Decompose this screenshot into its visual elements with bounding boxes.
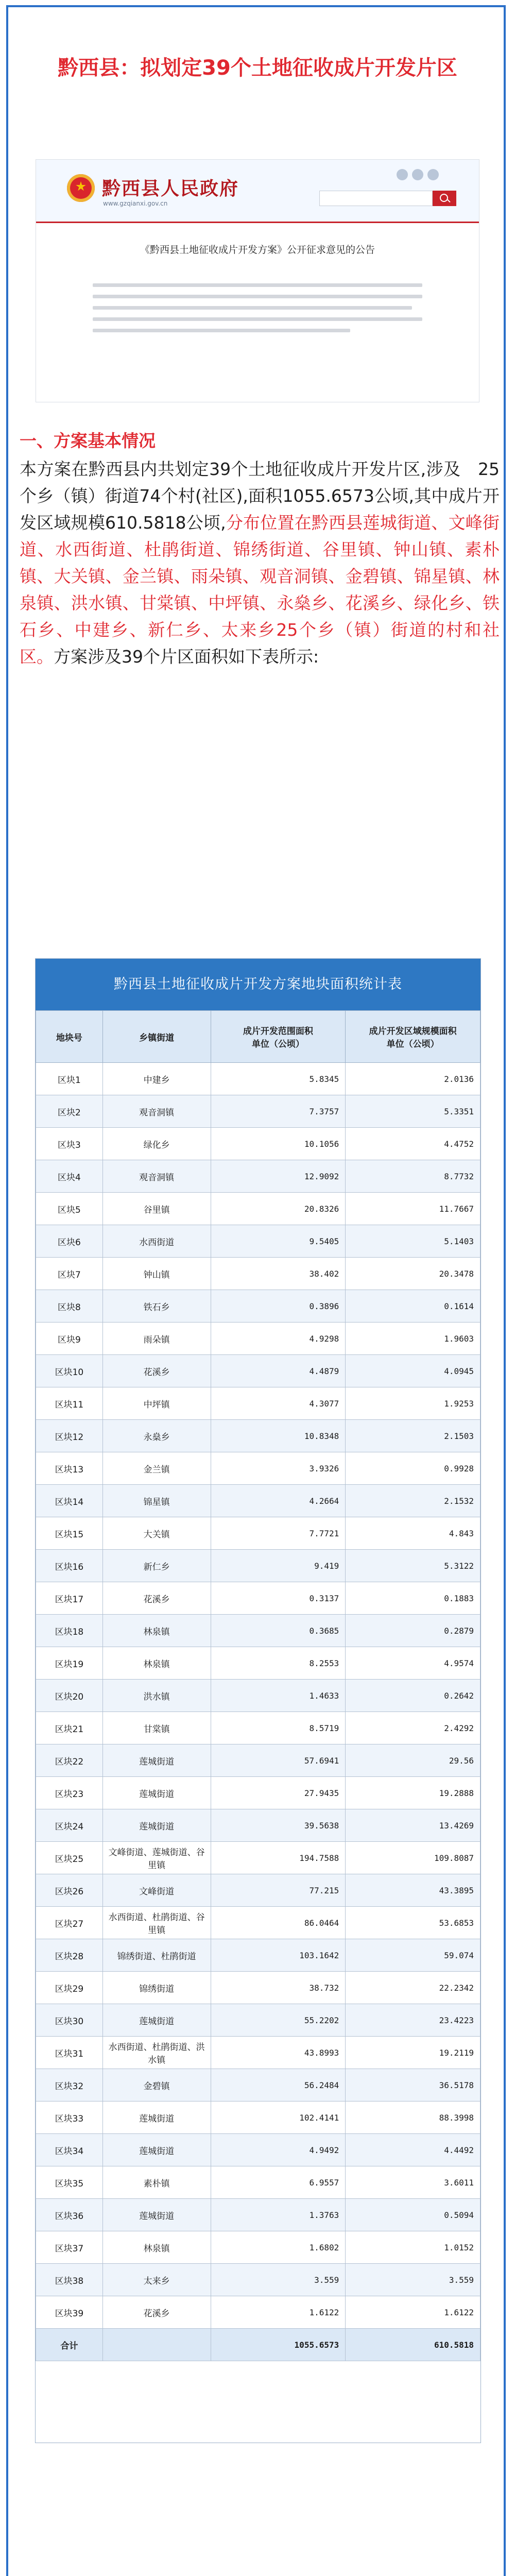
gov-site-name: 黔西县人民政府 [102, 178, 239, 199]
table-cell: 0.1614 [346, 1290, 480, 1323]
table-cell: 0.5094 [346, 2199, 480, 2231]
table-row [36, 2166, 480, 2199]
table-cell: 1.9253 [346, 1387, 480, 1420]
table-row [36, 1647, 480, 1680]
table-header-cell: 地块号 [36, 1011, 103, 1063]
table-cell: 2.4292 [346, 1712, 480, 1744]
table-row [36, 1063, 480, 1095]
table-cell: 区块30 [36, 2004, 103, 2037]
toolbar-icon[interactable] [412, 169, 423, 180]
table-cell: 0.3896 [211, 1290, 346, 1323]
table-cell: 莲城街道 [102, 1744, 211, 1777]
table-cell: 5.8345 [211, 1063, 346, 1095]
table-row [36, 2134, 480, 2166]
table-cell: 区块1 [36, 1063, 103, 1095]
table-cell: 区块18 [36, 1615, 103, 1647]
table-cell: 0.1883 [346, 1582, 480, 1615]
table-cell: 1.6122 [346, 2296, 480, 2329]
table-cell: 锦绣街道 [102, 1972, 211, 2004]
table-cell: 区块15 [36, 1517, 103, 1550]
gov-site-url: www.gzqianxi.gov.cn [103, 200, 168, 207]
table-cell: 区块33 [36, 2102, 103, 2134]
table-cell: 1.6802 [211, 2231, 346, 2264]
table-cell: 1.6122 [211, 2296, 346, 2329]
notice-text-line [93, 283, 422, 287]
table-cell: 中坪镇 [102, 1387, 211, 1420]
table-cell: 11.7667 [346, 1193, 480, 1225]
table-cell: 文峰街道 [102, 1874, 211, 1907]
table-row [36, 1355, 480, 1387]
table-cell: 5.3122 [346, 1550, 480, 1582]
table-cell: 59.074 [346, 1939, 480, 1972]
table-cell: 区块7 [36, 1258, 103, 1290]
table-cell: 4.9298 [211, 1323, 346, 1355]
table-cell: 43.8993 [211, 2037, 346, 2069]
area-statistics-table [35, 958, 481, 2443]
table-cell: 林泉镇 [102, 2231, 211, 2264]
table-cell: 57.6941 [211, 1744, 346, 1777]
table-cell: 4.9492 [211, 2134, 346, 2166]
table-cell: 55.2202 [211, 2004, 346, 2037]
table-cell: 区块13 [36, 1452, 103, 1485]
table-cell: 水西街道、杜鹃街道、谷里镇 [102, 1907, 211, 1939]
table-cell: 9.419 [211, 1550, 346, 1582]
table-cell: 102.4141 [211, 2102, 346, 2134]
section-heading-1: 一、方案基本情况 [20, 431, 156, 451]
table-cell: 4.0945 [346, 1355, 480, 1387]
table-row [36, 1907, 480, 1939]
table-cell: 水西街道 [102, 1225, 211, 1258]
table-cell: 区块27 [36, 1907, 103, 1939]
table-cell: 金碧镇 [102, 2069, 211, 2102]
table-cell: 38.402 [211, 1258, 346, 1290]
table-cell: 太来乡 [102, 2264, 211, 2296]
table-cell: 林泉镇 [102, 1647, 211, 1680]
table-cell: 19.2888 [346, 1777, 480, 1809]
table-cell: 谷里镇 [102, 1193, 211, 1225]
table-cell: 2.0136 [346, 1063, 480, 1095]
table-cell: 109.8087 [346, 1842, 480, 1874]
table-cell: 区块21 [36, 1712, 103, 1744]
table-row [36, 2231, 480, 2264]
table-cell: 观音洞镇 [102, 1160, 211, 1193]
table-cell: 区块26 [36, 1874, 103, 1907]
table-cell: 0.2879 [346, 1615, 480, 1647]
table-cell: 4.843 [346, 1517, 480, 1550]
table-cell: 大关镇 [102, 1517, 211, 1550]
table-cell: 103.1642 [211, 1939, 346, 1972]
table-row [36, 1712, 480, 1744]
table-header-cell: 成片开发区域规模面积 单位（公顷） [346, 1011, 480, 1063]
table-cell: 3.559 [211, 2264, 346, 2296]
table-cell: 3.9326 [211, 1452, 346, 1485]
table-cell: 莲城街道 [102, 2102, 211, 2134]
table-cell: 绿化乡 [102, 1128, 211, 1160]
table-cell: 3.559 [346, 2264, 480, 2296]
table-total-row [36, 2329, 480, 2361]
table-row [36, 1323, 480, 1355]
table-cell: 10.1056 [211, 1128, 346, 1160]
table-cell: 4.3077 [211, 1387, 346, 1420]
table-cell: 区块38 [36, 2264, 103, 2296]
table-cell: 中建乡 [102, 1063, 211, 1095]
table-cell: 金兰镇 [102, 1452, 211, 1485]
table-cell: 8.7732 [346, 1160, 480, 1193]
table-cell: 区块22 [36, 1744, 103, 1777]
table-title: 黔西县土地征收成片开发方案地块面积统计表 [36, 959, 480, 1010]
table-cell: 2.1532 [346, 1485, 480, 1517]
notice-text-line [93, 329, 350, 332]
toolbar-icon[interactable] [427, 169, 439, 180]
table-cell: 13.4269 [346, 1809, 480, 1842]
paragraph-text: 本方案在黔西县内共划定39个土地征收成片开发片区,涉及 25个乡（镇）街道74个村(社区),面积1055.6573公顷,其中成片开发区域规模610.5818公顷, [20, 459, 500, 533]
table-cell: 水西街道、杜鹃街道、洪水镇 [102, 2037, 211, 2069]
table-cell: 花溪乡 [102, 1582, 211, 1615]
table-cell: 锦星镇 [102, 1485, 211, 1517]
table-cell: 29.56 [346, 1744, 480, 1777]
table-row [36, 1160, 480, 1193]
table-cell: 区块2 [36, 1095, 103, 1128]
table-cell: 43.3895 [346, 1874, 480, 1907]
table-cell: 区块16 [36, 1550, 103, 1582]
table-cell: 23.4223 [346, 2004, 480, 2037]
table-cell: 7.3757 [211, 1095, 346, 1128]
gov-site-header [36, 160, 479, 223]
table-cell: 区块34 [36, 2134, 103, 2166]
table-cell: 4.4752 [346, 1128, 480, 1160]
table-cell: 12.9092 [211, 1160, 346, 1193]
table-cell: 莲城街道 [102, 2199, 211, 2231]
table-row [36, 1095, 480, 1128]
table-cell: 林泉镇 [102, 1615, 211, 1647]
table-cell: 10.8348 [211, 1420, 346, 1452]
table-row [36, 1420, 480, 1452]
table-row [36, 2199, 480, 2231]
table-row [36, 2004, 480, 2037]
table-cell: 锦绣街道、杜鹃街道 [102, 1939, 211, 1972]
table-row [36, 1128, 480, 1160]
table-cell: 86.0464 [211, 1907, 346, 1939]
table-cell: 39.5638 [211, 1809, 346, 1842]
table-cell: 区块6 [36, 1225, 103, 1258]
table-row [36, 1452, 480, 1485]
table-cell: 铁石乡 [102, 1290, 211, 1323]
table-cell: 区块14 [36, 1485, 103, 1517]
table-cell: 花溪乡 [102, 2296, 211, 2329]
table-cell: 9.5405 [211, 1225, 346, 1258]
table-cell: 永燊乡 [102, 1420, 211, 1452]
table-cell: 88.3998 [346, 2102, 480, 2134]
table-cell: 新仁乡 [102, 1550, 211, 1582]
table-cell: 27.9435 [211, 1777, 346, 1809]
table-row [36, 1972, 480, 2004]
table-cell: 8.5719 [211, 1712, 346, 1744]
table-cell: 区块36 [36, 2199, 103, 2231]
table-cell: 区块5 [36, 1193, 103, 1225]
table-cell: 22.2342 [346, 1972, 480, 2004]
table-cell: 区块37 [36, 2231, 103, 2264]
table-cell: 洪水镇 [102, 1680, 211, 1712]
table-cell: 8.2553 [211, 1647, 346, 1680]
table-cell: 合计 [36, 2329, 103, 2361]
table-cell: 4.2664 [211, 1485, 346, 1517]
table-cell: 区块10 [36, 1355, 103, 1387]
table-row [36, 1680, 480, 1712]
table-cell: 56.2484 [211, 2069, 346, 2102]
table-cell: 0.3685 [211, 1615, 346, 1647]
table-row [36, 1387, 480, 1420]
table-cell: 19.2119 [346, 2037, 480, 2069]
table-cell: 观音洞镇 [102, 1095, 211, 1128]
paragraph-text: 方案涉及39个片区面积如下表所示: [54, 647, 319, 667]
table-cell: 钟山镇 [102, 1258, 211, 1290]
table-cell: 5.3351 [346, 1095, 480, 1128]
table-row [36, 1939, 480, 1972]
table-cell: 4.4492 [346, 2134, 480, 2166]
table-cell: 1055.6573 [211, 2329, 346, 2361]
table-row [36, 1517, 480, 1550]
table-cell: 区块12 [36, 1420, 103, 1452]
notice-text-line [93, 317, 422, 321]
table-cell: 1.4633 [211, 1680, 346, 1712]
article-title: 黔西县：拟划定39个土地征收成片开发片区 [58, 56, 457, 80]
table-cell: 6.9557 [211, 2166, 346, 2199]
table-header-row [36, 1011, 480, 1063]
table-cell: 20.8326 [211, 1193, 346, 1225]
table-cell: 36.5178 [346, 2069, 480, 2102]
table-cell: 区块4 [36, 1160, 103, 1193]
table-cell: 区块17 [36, 1582, 103, 1615]
table-cell: 花溪乡 [102, 1355, 211, 1387]
table-cell: 区块24 [36, 1809, 103, 1842]
notice-title: 《黔西县土地征收成片开发方案》公开征求意见的公告 [140, 244, 375, 256]
table-cell: 38.732 [211, 1972, 346, 2004]
table-cell: 7.7721 [211, 1517, 346, 1550]
table-cell: 区块32 [36, 2069, 103, 2102]
table-cell: 莲城街道 [102, 1809, 211, 1842]
table-cell: 莲城街道 [102, 1777, 211, 1809]
search-icon[interactable] [433, 191, 456, 206]
table-cell: 4.9574 [346, 1647, 480, 1680]
table-cell: 区块28 [36, 1939, 103, 1972]
national-emblem-icon [67, 174, 95, 202]
table-cell: 区块20 [36, 1680, 103, 1712]
table-cell: 区块23 [36, 1777, 103, 1809]
table-cell: 5.1403 [346, 1225, 480, 1258]
table-cell: 区块25 [36, 1842, 103, 1874]
gov-search-input[interactable] [319, 191, 433, 206]
notice-text-line [93, 295, 422, 298]
table-header-cell: 乡镇街道 [102, 1011, 211, 1063]
table-cell: 0.2642 [346, 1680, 480, 1712]
table-cell: 区块31 [36, 2037, 103, 2069]
table-row [36, 1485, 480, 1517]
table-cell: 3.6011 [346, 2166, 480, 2199]
table-row [36, 1744, 480, 1777]
table-cell: 1.9603 [346, 1323, 480, 1355]
table-cell: 区块19 [36, 1647, 103, 1680]
table-row [36, 2037, 480, 2069]
table-cell: 4.4879 [211, 1355, 346, 1387]
table-cell: 0.9928 [346, 1452, 480, 1485]
table-row [36, 1550, 480, 1582]
table-cell: 53.6853 [346, 1907, 480, 1939]
section-1-paragraph [20, 456, 500, 670]
table-cell: 区块29 [36, 1972, 103, 2004]
table-row [36, 1874, 480, 1907]
table-cell: 20.3478 [346, 1258, 480, 1290]
paragraph-highlight: 分布位置在黔西县莲城街道、文峰街道、水西街道、杜鹃街道、锦绣街道、谷里镇、钟山镇、素朴镇、大关镇、金兰镇、雨朵镇、观音洞镇、金碧镇、锦星镇、林泉镇、洪水镇、甘棠镇、中坪镇、永燊乡、花溪乡、绿化乡、铁石乡、中建乡、新仁乡、太来乡25个乡（镇）街道的村和社区。 [20, 513, 500, 667]
table-cell: 194.7588 [211, 1842, 346, 1874]
table-cell [102, 2329, 211, 2361]
table-row [36, 1777, 480, 1809]
table-cell: 甘棠镇 [102, 1712, 211, 1744]
table-row [36, 1193, 480, 1225]
table-row [36, 1225, 480, 1258]
table-row [36, 2069, 480, 2102]
table-row [36, 1615, 480, 1647]
table-row [36, 1258, 480, 1290]
table-cell: 雨朵镇 [102, 1323, 211, 1355]
notice-text-line [93, 306, 412, 310]
table-cell: 区块35 [36, 2166, 103, 2199]
table-row [36, 2296, 480, 2329]
table-cell: 1.3763 [211, 2199, 346, 2231]
table-row [36, 1809, 480, 1842]
table-row [36, 1842, 480, 1874]
gov-site-screenshot [36, 160, 479, 402]
table-cell: 区块39 [36, 2296, 103, 2329]
table-cell: 莲城街道 [102, 2004, 211, 2037]
table-row [36, 2264, 480, 2296]
toolbar-icon[interactable] [397, 169, 408, 180]
table-cell: 区块8 [36, 1290, 103, 1323]
table-row [36, 1290, 480, 1323]
table-cell: 莲城街道 [102, 2134, 211, 2166]
table-cell: 610.5818 [346, 2329, 480, 2361]
table-cell: 区块11 [36, 1387, 103, 1420]
table-cell: 1.0152 [346, 2231, 480, 2264]
table-cell: 2.1503 [346, 1420, 480, 1452]
table-cell: 区块9 [36, 1323, 103, 1355]
table-cell: 0.3137 [211, 1582, 346, 1615]
table-cell: 文峰街道、莲城街道、谷里镇 [102, 1842, 211, 1874]
table-row [36, 2102, 480, 2134]
table-cell: 素朴镇 [102, 2166, 211, 2199]
table-row [36, 1582, 480, 1615]
table-cell: 区块3 [36, 1128, 103, 1160]
table-cell: 77.215 [211, 1874, 346, 1907]
table-header-cell: 成片开发范围面积 单位（公顷） [211, 1011, 346, 1063]
